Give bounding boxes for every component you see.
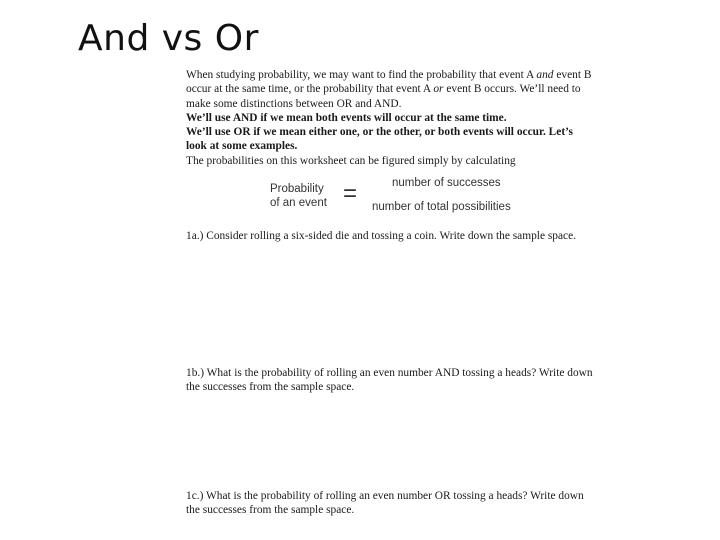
and-rule: We’ll use AND if we mean both events will occur at the same time. xyxy=(186,111,507,124)
formula-lhs: Probability of an event xyxy=(270,183,327,209)
or-rule-continued: look at some examples. xyxy=(186,140,298,153)
slide-title: And vs Or xyxy=(78,18,259,59)
formula-denominator: number of total possibilities xyxy=(372,201,511,213)
or-rule: We’ll use OR if we mean either one, or the other, or both events will occur. Let’s xyxy=(186,126,573,139)
intro-line: occur at the same time, or the probability that event A or event B occurs. We’ll need to xyxy=(186,83,581,96)
question-1a: 1a.) Consider rolling a six-sided die and tossing a coin. Write down the sample space. xyxy=(186,230,577,242)
intro-paragraph xyxy=(186,68,626,168)
equals-sign: = xyxy=(343,180,358,207)
question-1b: 1b.) What is the probability of rolling an even number AND tossing a heads? Write down the successes from the sample space. xyxy=(186,367,593,394)
intro-line: The probabilities on this worksheet can be figured simply by calculating xyxy=(186,154,516,167)
intro-line: make some distinctions between OR and AND. xyxy=(186,97,402,110)
worksheet xyxy=(186,68,626,517)
probability-formula xyxy=(270,176,540,214)
question-1c: 1c.) What is the probability of rolling an even number OR tossing a heads? Write down the successes from the sample space. xyxy=(186,490,584,517)
formula-numerator: number of successes xyxy=(392,177,501,189)
intro-line: When studying probability, we may want to find the probability that event A and event B xyxy=(186,69,592,81)
